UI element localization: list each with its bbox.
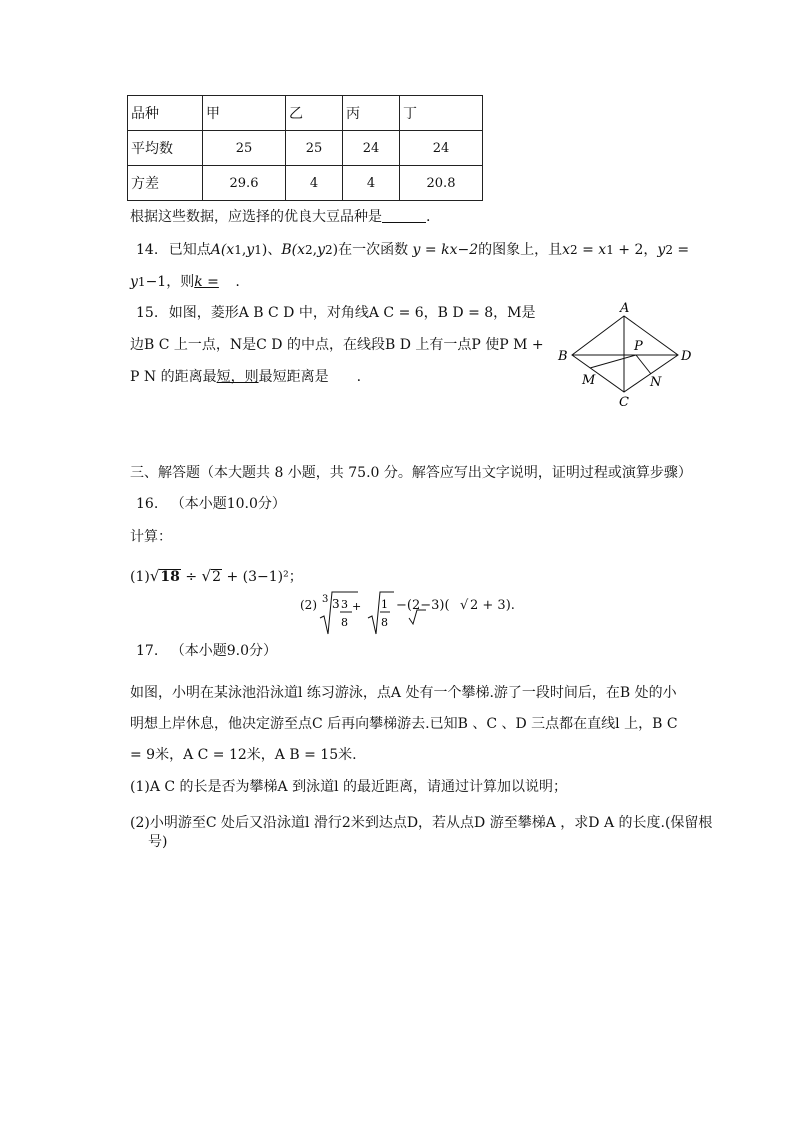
segment-pn — [636, 355, 651, 374]
point-a: A(x — [210, 242, 235, 258]
question-14-line2: y1−1，则k = . — [130, 274, 240, 290]
q14-text: y — [130, 274, 138, 290]
q13-text: 根据这些数据，应选择的优良大豆品种是 — [130, 209, 382, 225]
label-p: P — [634, 339, 643, 354]
q15-text: 最短距离是 — [258, 369, 329, 385]
table-cell: 25 — [203, 131, 286, 166]
q15-text: 短，则 — [216, 369, 259, 385]
part-label: (1) — [130, 569, 150, 585]
condition-1: x — [562, 242, 571, 258]
q14-end: . — [235, 274, 240, 290]
q17-sub1: (1)A C 的长是否为攀梯A 到泳道l 的最近距离，请通过计算加以说明； — [130, 779, 568, 795]
label-c: C — [619, 395, 629, 410]
question-17 — [136, 640, 277, 660]
part-label: (2) — [300, 598, 317, 612]
score-label: （本小题10.0分） — [170, 496, 286, 512]
table-cell: 24 — [400, 131, 483, 166]
segment-pm — [590, 355, 636, 368]
svg-text:3: 3 — [341, 598, 348, 611]
k-answer-blank: k = — [194, 274, 219, 290]
table-row — [128, 131, 483, 166]
svg-text:8: 8 — [341, 616, 348, 629]
question-16 — [136, 493, 286, 513]
table-cell: 丁 — [400, 96, 483, 131]
q16-part2 — [300, 588, 560, 636]
label-d: D — [681, 349, 692, 364]
operator: ÷ — [185, 569, 198, 585]
svg-text:8: 8 — [381, 616, 388, 629]
label-b: B — [558, 349, 568, 364]
q13-answer-line: 根据这些数据，应选择的优良大豆品种是 . — [130, 209, 431, 225]
svg-text:3: 3 — [322, 594, 329, 605]
question-number: 16. — [136, 496, 159, 512]
q15-text: P N 的距离最 — [130, 369, 217, 385]
radicand: 2 — [212, 569, 222, 585]
q14-text: ， — [643, 242, 658, 258]
table-cell: 24 — [343, 131, 400, 166]
question-number: 17. — [136, 643, 159, 659]
score-label: （本小题9.0分） — [170, 643, 277, 659]
label-m: M — [582, 373, 596, 388]
svg-text:3: 3 — [332, 597, 340, 611]
q15-line3 — [130, 366, 361, 386]
q17-text: 明想上岸休息，他决定游至点C 后再向攀梯游去.已知B 、C 、D 三点都在直线l 上，B C — [130, 716, 678, 732]
table-row — [128, 96, 483, 131]
question-number: 15. — [136, 305, 159, 321]
q15-end: . — [356, 369, 362, 385]
data-table — [127, 95, 483, 201]
q14-text: 在一次函数 — [338, 242, 409, 258]
question-14: 14. 已知点A(x1,y1)、B(x2,y2)在一次函数 y = kx−2的图象上，且x2 = x1 + 2，y2 = — [136, 242, 690, 258]
table-cell: 乙 — [286, 96, 343, 131]
table-cell: 丙 — [343, 96, 400, 131]
q17-sub2: (2)小明游至C 处后又沿泳道l 滑行2米到达点D，若从点D 游至攀梯A ，求D A 的长度.(保留根 — [130, 815, 713, 831]
label-n: N — [650, 375, 662, 390]
q17-text: 如图，小明在某泳池沿泳道l 练习游泳，点A 处有一个攀梯.游了一段时间后，在B 处的小 — [130, 685, 677, 701]
expr-tail: + (3−1)²； — [226, 569, 303, 585]
table-cell: 25 — [286, 131, 343, 166]
function-expr: y = kx−2 — [412, 242, 479, 258]
calc-label: 计算： — [130, 529, 172, 545]
question-15 — [136, 302, 536, 322]
table-cell: 29.6 — [203, 166, 286, 201]
radicand: 18 — [160, 569, 180, 585]
expr-end: 2 + 3). — [470, 598, 515, 613]
table-cell: 甲 — [203, 96, 286, 131]
q16-part1: (1)√18 ÷ √2 + (3−1)²； — [130, 567, 303, 585]
svg-text:1: 1 — [381, 598, 388, 611]
table-cell: 4 — [286, 166, 343, 201]
expr-tail: −(2−3)( — [396, 598, 450, 613]
label-a: A — [620, 301, 630, 316]
rhombus-figure — [552, 298, 702, 410]
point-b: B(x — [281, 242, 305, 258]
q14-text: 、 — [267, 242, 282, 258]
svg-text:+: + — [352, 600, 362, 613]
question-number: 14. — [136, 242, 159, 258]
table-row — [128, 166, 483, 201]
answer-blank — [382, 208, 426, 223]
q14-text: 已知点 — [168, 242, 211, 258]
table-cell: 4 — [343, 166, 400, 201]
q14-text: 的图象上，且 — [478, 242, 563, 258]
radical-sign-icon: √ — [460, 598, 469, 613]
q15-text: 如图，菱形A B C D 中，对角线A C = 6，B D = 8，M是 — [168, 305, 536, 321]
table-cell: 平均数 — [128, 131, 203, 166]
table-cell: 方差 — [128, 166, 203, 201]
q15-text: 边B C 上一点，N是C D 的中点，在线段B D 上有一点P 使P M + — [130, 337, 544, 353]
q17-sub2-cont: 号) — [148, 834, 168, 850]
table-cell: 20.8 — [400, 166, 483, 201]
q14-text: −1，则 — [145, 274, 195, 290]
q17-text: = 9米，A C = 12米，A B = 15米. — [130, 747, 357, 763]
section-heading: 三、解答题（本大题共 8 小题，共 75.0 分。解答应写出文字说明，证明过程或演算步骤） — [130, 465, 692, 481]
table-cell: 品种 — [128, 96, 203, 131]
